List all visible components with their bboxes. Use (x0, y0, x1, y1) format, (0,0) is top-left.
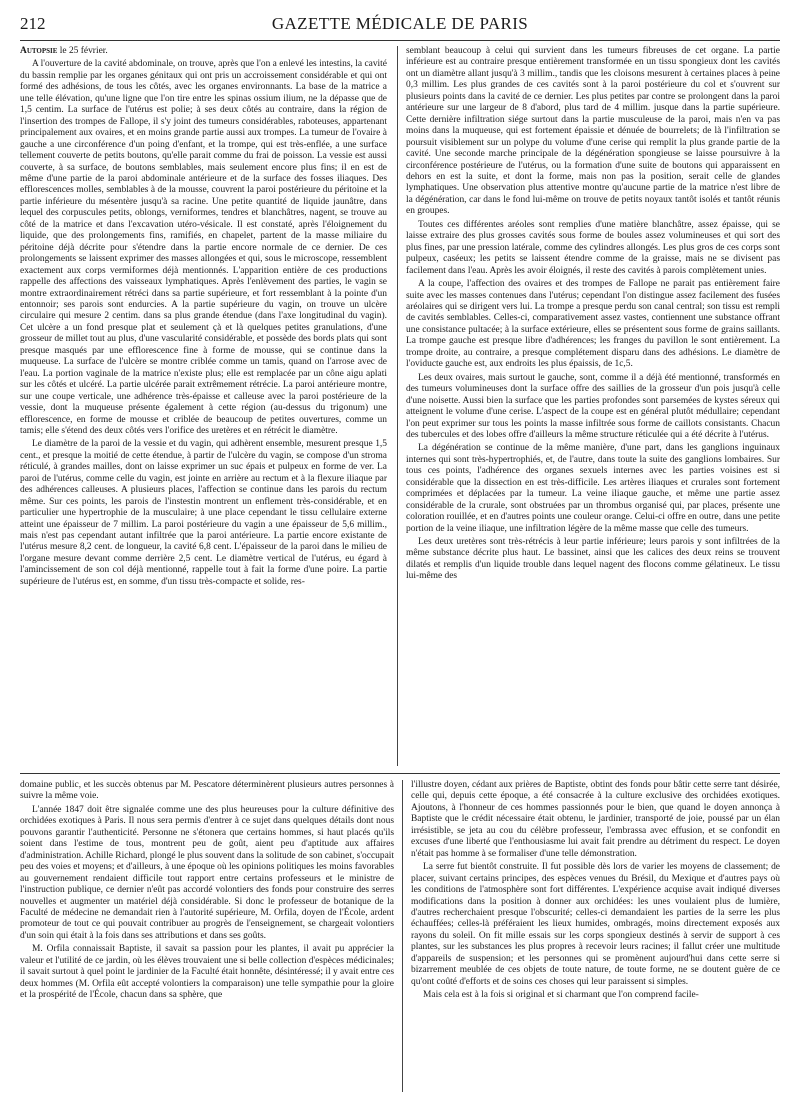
paragraph-text: le 25 février. (57, 46, 108, 56)
autopsy-right-column (406, 46, 780, 768)
paragraph: A l'ouverture de la cavité abdominale, on trouve, après que l'on a enlevé les intestins, la cavité du bassin remplie par les organes génitaux qui ont pris un accroissement considérable et qui ont formé des adhésions, de tous les côtés, avec les organes environnants. La base de la matrice a une telle élévation, qu'une ligne que l'on tire entre les spinas ossium ilium, ne la dépasse que de 1,5 centim. La surface de l'utérus est polie; à ses deux côtés au contraire, dans la région de l'insertion des trompes de Fallope, il s'y joint des tumeurs considérables, raboteuses, appartenant principalement aux ovaires, et en moins grande partie aussi aux trompes. La tumeur de l'ovaire à gauche a une circonférence d'un poing d'enfant, et la trompe, qui est très-enflée, a une surface tellement couverte de petits boutons, qu'elle parait comme du frai de poisson. La vessie est aussi couverte, à sa surface, de boutons semblables, mais seulement encore plus fins; il en est de même d'une partie de la paroi abdominale antérieure et de la surface des fosses iliaques. Des efflorescences molles, semblables à de la mousse, couvrent la paroi postérieure du péritoine et la partie inférieure du mésentère jusqu'à sa racine. Une petite quantité de liquide jaunâtre, dans lequel des corpuscules petits, oblongs, verniformes, tendres et blanchâtres, nagent, se trouve au côté de la matrice et dans l'excavation utéro-vésicale. Il est constaté, après l'éloignement du liquide, que des prolongements fins, ramifiés, en chapelet, partent de la masse miliaire du péritoine déjà décrite pour s'étendre dans la partie encore normale de ce dernier. De ces prolongements se laissent exprimer des masses allongées et qui, sous le microscope, ressemblent exactement aux corps vermiformes déjà mentionnés. L'apparition entière de ces productions rappelle des affections des vaisseaux lymphatiques. Après l'enlèvement des parties, le vagin se montre extraordinairement rétréci dans sa partie supérieure, et fort ressemblant à la pointe d'un entonnoir; ses parois sont endurcies. A la partie supérieure du vagin, on trouve un ulcère circulaire qui mesure 2 centim. dans sa plus grande étendue (dans l'axe longitudinal du vagin). Cet ulcère a un fond presque plat et seulement çà et là quelques petites granulations, d'une grosseur de millet tout au plus, d'une vascularité considérable, et possède des bords plats qui sont presque masqués par une efflorescence fine à forme de mousse, qui se continue dans la muqueuse. La surface de l'ulcère se montre criblée comme un tamis, quand on l'arrose avec de l'eau. La portion vaginale de la matrice n'existe plus; elle est remplacée par un cône aigu aplati sur les côtés et ulcéré. La partie ulcérée parait extrêmement rétrécie. La paroi antérieure montre, sur une coupe verticale, une adhérence très-épaisse et calleuse avec la paroi postérieure de la vessie, dont la muqueuse présente également à cette région (au-dessus du trigonum) une efflorescence, en forme de mousse et criblée de beaucoup de petites ouvertures, comme un tamis; elle s'étend des deux côtés vers l'orifice des uretères et en rétrécit le diamètre. (20, 59, 387, 436)
feuilleton-right-column (411, 780, 780, 1092)
paragraph: l'illustre doyen, cédant aux prières de Baptiste, obtint des fonds pour bâtir cette serre tant désirée, celle qui, depuis cette époque, a été consacrée à la culture exclusive des orchidées exotiques. Ajoutons, à l'honneur de ces hommes passionnés pour le bien, que quand le doyen annonça à Baptiste que le crédit nécessaire était obtenu, le jardinier, transporté de joie, poussé par un élan irrésistible, se jeta au cou du célèbre professeur, l'embrassa avec effusion, et se confondit en excuses d'une liberté que l'enthousiasme lui avait fait prendre au détriment du respect. Le doyen n'était pas homme à se formaliser d'une telle démonstration. (411, 780, 780, 859)
page-number: 212 (20, 14, 46, 33)
column-divider (402, 780, 403, 1092)
autopsy-left-column (20, 46, 387, 768)
paragraph: L'année 1847 doit être signalée comme une des plus heureuses pour la culture définitive des orchidées exotiques à Paris. Il nous sera permis d'entrer à ce sujet dans quelques détails dont nous pouvons garantir l'authenticité. Personne ne s'étonera que certains hommes, si haut placés qu'ils soient dans l'estime de tous, montrent peu de goût, aient peu d'aptitude aux affaires d'administration. Achille Richard, plongé le plus souvent dans la solitude de son cabinet, s'occupait peu des voies et moyens; et d'ailleurs, à une époque où les opinions politiques les moins favorables au gouvernement rendaient difficile tout rapport entre certains professeurs et le ministre de l'instruction publique, ce dernier n'eût pas accordé volontiers des fonds pour construire des serres nouvelles et augmenter un matériel déjà considérable. Si donc le professeur de botanique de la Faculté de médecine ne demandait rien à l'autorité supérieure, M. Orfila, doyen de l'École, ardent promoteur de tout ce qui pouvait contribuer au progrès de l'enseignement, se chargeait volontiers d'un soin qui était à la fois dans ses attributions et dans ses goûts. (20, 804, 394, 941)
page-header (20, 10, 780, 41)
feuilleton-left-column (20, 780, 394, 1092)
paragraph: Mais cela est à la fois si original et si charmant que l'on comprend facile- (423, 990, 699, 1001)
section-divider (20, 773, 780, 774)
paragraph: La serre fut bientôt construite. Il fut possible dès lors de varier les moyens de classement; de placer, suivant certains principes, des espèces venues du Brésil, du Mexique et d'autres pays où les conditions de l'atmosphère sont fort différentes. L'expérience acquise avait indiqué diverses modifications dans la position à donner aux orchidées: les unes voulaient plus de lumière, d'autres recherchaient presque l'obscurité; celles-ci demandaient les parties de la serre les plus échauffées; celles-là préféraient les lieux humides, ombragés, moins directement exposés aux rayons du soleil. On fit mille essais sur les corps spongieux destinés à servir de support à ces plantes, sur les substances les plus propres à recevoir leurs racines; il fallut créer une multitude d'appareils de suspension; et les personnes qui se promènent aujourd'hui dans cette serre si bizarrement meublée de ces objets de toute nature, de toute forme, ne se doutent guère de ce qu'ont coûté d'efforts et de soins ces choses qui leur paraissent si simples. (411, 862, 780, 987)
paragraph: A la coupe, l'affection des ovaires et des trompes de Fallope ne parait pas entièrement faire suite avec les masses contenues dans l'utérus; cependant l'on distingue assez facilement des fusées aréolaires qui se dirigent vers lui. La trompe a presque perdu son canal central; son tissu est rempli de cavités semblables. Celles-ci, comparativement assez vastes, contiennent une substance offrant une consistance pultacée; à la surface extérieure, elles se présentent sous forme de grains saillants. La trompe gauche est presque libre d'adhérences; les franges du pavillon le sont entièrement. La trompe droite, au contraire, a presque complétement disparu dans des adhésions. Le diamètre de l'oviducte gauche est, aux endroits les plus épaissis, de 1c,5. (406, 279, 780, 370)
paragraph: domaine public, et les succès obtenus par M. Pescatore déterminèrent plusieurs autres personnes à suivre la même voie. (20, 780, 394, 802)
paragraph: La dégénération se continue de la même manière, d'une part, dans les ganglions inguinaux internes qui sont très-hypertrophiés, et, de l'autre, dans toute la suite des ganglions lombaires. Sur tous ces points, l'adhérence des organes sexuels internes avec les parties voisines est si considérable que la dissection en est très-difficile. Les artères iliaques et crurales sont fortement comprimées et déplacées par la tumeur. La veine iliaque gauche, et même une partie assez considérable de la crurale, sont obstruées par un thrombus organisé qui, par places, présente une coloration rouillée, et en d'autres points une couleur orange. Celui-ci offre en outre, dans une petite portion de la veine iliaque, une infiltration légère de la même masse que celle des tumeurs. (406, 443, 780, 534)
paragraph (20, 46, 387, 57)
paragraph: semblant beaucoup à celui qui survient dans les tumeurs fibreuses de cet organe. La partie inférieure est au contraire presque entièrement transformée en un tissu spongieux dont les cavités ont un diamètre allant jusqu'à 3 millim., tandis que les cloisons mesurent à certaines places à peine 0,3 millim. Les plus grandes de ces cavités sont à la paroi postérieure du col et s'ouvrent sur plusieurs points dans la cavité de ce dernier. Les plus petites par contre se prolongent dans la paroi antérieure sur une largeur de 8 d'abord, plus tard de 4 millim. jusque dans la partie supérieure. Cette dernière infiltration siége surtout dans la partie musculeuse de la paroi, mais n'en va pas moins dans la muqueuse, qui est fortement épaissie et dénuée de bourrelets; de là l'infiltration se poursuit visiblement sur un polype du volume d'une cerise qui remplit la plus grande partie de la cavité. Une seconde marche principale de la dégénération spongieuse se laisse poursuivre à la circonférence postérieure de l'utérus, ou la formation d'une suite de boutons qui apparaissent en dehors en est la suite, et dont la forme, mais non pas la position, serait celle de glandes lymphatiques. Une observation plus attentive montre qu'aucune partie de la matrice n'est libre de la dégénération, car dans le fond lui-même on trouve de petits noyaux tantôt isolés et tantôt réunis en groupes. (406, 46, 780, 217)
paragraph: Le diamètre de la paroi de la vessie et du vagin, qui adhèrent ensemble, mesurent presque 1,5 cent., et presque la moitié de cette étendue, à partir de l'ulcère du vagin, se compose d'un stroma réticulé, à grandes mailles, dont on laisse exprimer un suc épais et pulpeux en forme de ver. La paroi de l'utérus, comme celle du vagin, est jointe en arrière au rectum et à la flexure iliaque par des adhérences calleuses. A plusieurs places, l'affection se continue dans les parois du rectum même. Sur ces points, les parois de l'instestin montrent un enflement très-considérable, et en particulier une hypertrophie de la musculaire; à une place cependant le tissu cellulaire externe atteint une épaisseur de 7 millim. La paroi postérieure du vagin a une épaisseur de 5,6 millim., mais n'est pas cependant autant infiltrée que la paroi antérieure. La partie encore existante de l'utérus mesure 8,2 cent. de longueur, la cavité 6,8 cent. L'épaisseur de la paroi dans le milieu de l'organe mesure devant comme derrière 2,5 cent. Le diamètre vertical de l'utérus, eu égard à l'amincissement de son col déjà mentionné, rappelle tout à fait la forme d'une poire. La partie supérieure de l'utérus est, en somme, d'un tissu très-compacte et solide, res- (20, 439, 387, 587)
paragraph: Toutes ces différentes aréoles sont remplies d'une matière blanchâtre, assez épaisse, qui se laisse extraire des plus grosses cavités sous forme de boules assez volumineuses et qui sort des plus fines, par une pression latérale, comme des cylindres allongés. Les plus gros de ces corps sont pulpeux, caséeux; les petits se laissent étendre comme de la graisse, mais ne se divisent pas facilement dans l'eau. Après les avoir éloignés, il reste des cavités à parois complètement unies. (406, 219, 780, 276)
autopsy-lead: Autopsie (20, 46, 58, 56)
paragraph: M. Orfila connaissait Baptiste, il savait sa passion pour les plantes, il avait pu apprécier la valeur et l'utilité de ce jardin, où les élèves trouvaient une si belle collection d'espèces médicinales; il savait surtout à quel point le jardinier de la Faculté était honnête, désintéressé; il y avait entre ces deux hommes (M. Orfila eût accepté volontiers la comparaison) une telle sympathie pour la gloire et la prospérité de l'École, chacun dans sa sphère, que (20, 944, 394, 1001)
paragraph: Les deux uretères sont très-rétrécis à leur partie inférieure; leurs parois y sont infiltrées de la même substance décrite plus haut. Le bassinet, ainsi que les calices des deux reins se trouvent dilatés et remplis d'un liquide trouble dans lequel nagent des flocons comme gélatineux. Le tissu lui-même des (406, 537, 780, 582)
column-divider (397, 46, 398, 766)
paragraph: Les deux ovaires, mais surtout le gauche, sont, comme il a déjà été mentionné, transformés en des tumeurs volumineuses dont la surface offre des saillies de la grosseur d'un pois jusqu'à celle d'une noisette. Aussi bien la surface que les parties profondes sont parsemées de kystes séreux qui atteignent le volume d'une cerise. L'aspect de la coupe est en général plutôt médullaire; cependant l'on peut exprimer sur tous les points la masse infiltrée sous forme de caillots consistants. Chacun des tubercules et des lobes offre d'ailleurs la même structure réticulée qui a été décrite à l'utérus. (406, 372, 780, 440)
running-title: GAZETTE MÉDICALE DE PARIS (271, 14, 529, 33)
